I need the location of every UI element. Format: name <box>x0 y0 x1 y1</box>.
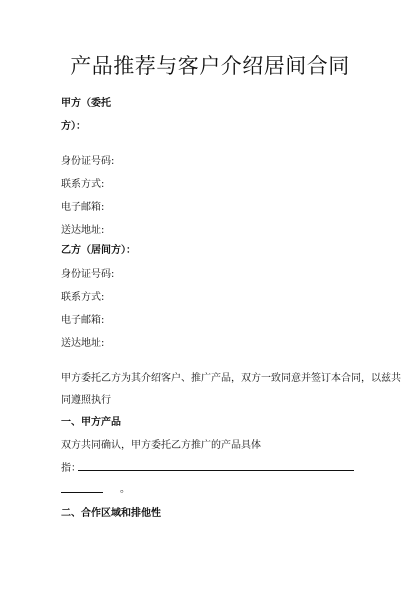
party-b-contact-label: 联系方式: <box>61 292 105 303</box>
product-fill-line <box>78 470 354 471</box>
party-a-contact-label: 联系方式: <box>61 179 105 190</box>
party-a-heading-line1: 甲方（委托 <box>61 98 111 109</box>
preamble-line1: 甲方委托乙方为其介绍客户、推广产品，双方一致同意并签订本合同，以兹共 <box>61 373 401 384</box>
preamble-line2: 同遵照执行 <box>61 395 111 406</box>
party-b-email-label: 电子邮箱: <box>61 315 105 326</box>
party-a-email-label: 电子邮箱: <box>61 202 105 213</box>
party-b-id-label: 身份证号码: <box>61 269 115 280</box>
party-a-id-label: 身份证号码: <box>61 156 115 167</box>
party-a-address-label: 送达地址: <box>61 225 105 236</box>
product-fill-line-continued <box>61 492 103 493</box>
section2-heading: 二、合作区域和排他性 <box>61 508 161 519</box>
section1-label: 指： <box>61 463 81 474</box>
section1-text: 双方共同确认，甲方委托乙方推广的产品具体 <box>61 440 261 451</box>
section1-end-mark: 。 <box>120 484 130 495</box>
section1-heading: 一、甲方产品 <box>61 417 121 428</box>
party-b-address-label: 送达地址: <box>61 338 105 349</box>
party-a-heading-line2: 方）： <box>61 121 86 132</box>
document-title: 产品推荐与客户介绍居间合同 <box>70 54 350 78</box>
party-b-heading: 乙方（居间方）： <box>61 245 136 256</box>
